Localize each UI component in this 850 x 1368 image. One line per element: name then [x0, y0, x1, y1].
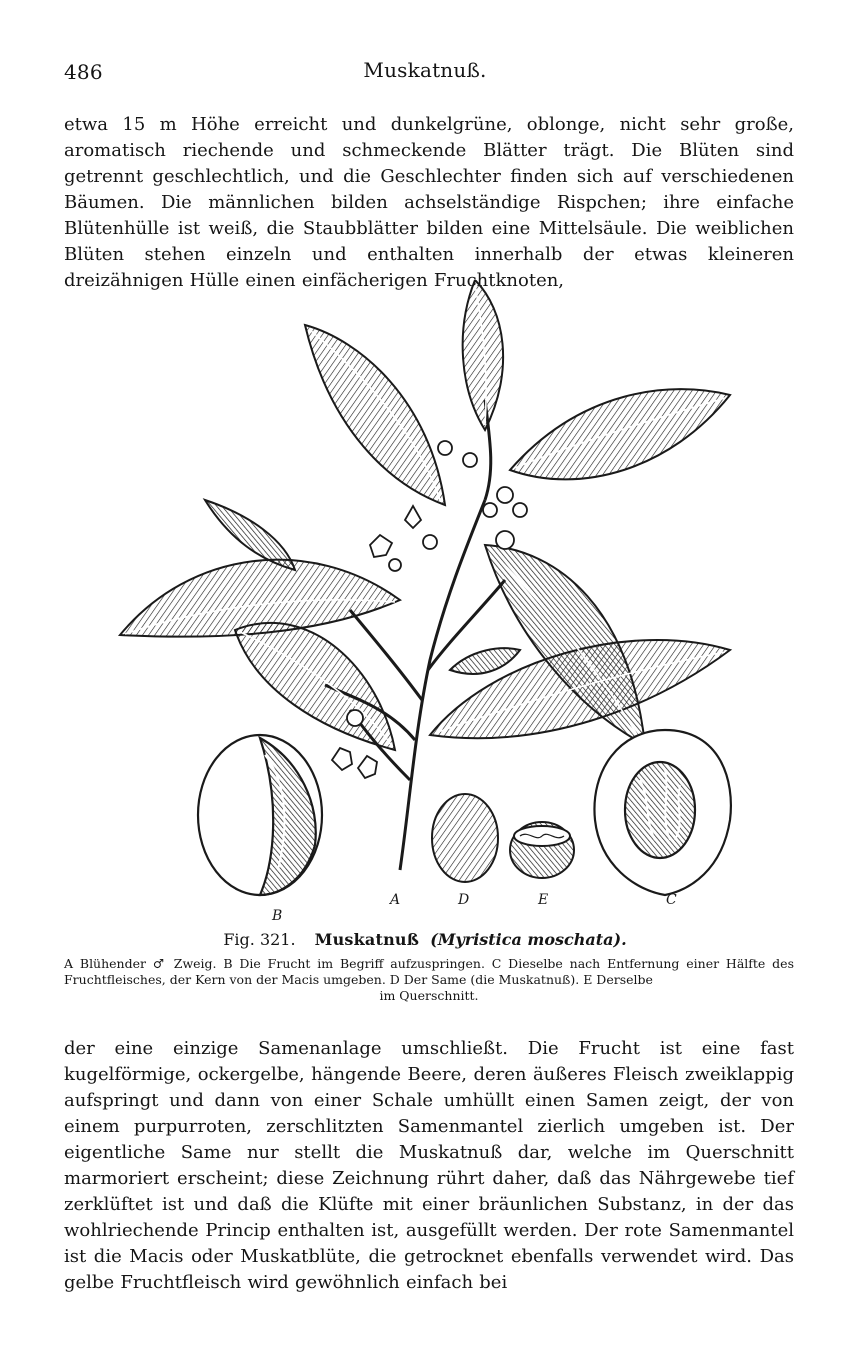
label-c: C: [666, 892, 677, 908]
seed-cross-section: [510, 822, 574, 878]
body-text-bottom: der eine einzige Samenanlage umschließt. Die Frucht ist eine fast kugelförmige, ockergelbe, hängende Beere, deren äußeres Fleisch zweiklappig aufspringt und dann von einer Schale umhüllt einen Samen zeigt, der von einem purpurroten, zerschlitzten Samenmantel zierlich umgeben ist. Der eigentliche Same nur stellt die Muskatnuß dar, welche im Querschnitt marmoriert erscheint; diese Zeichnung rührt daher, daß das Nährgewebe tief zerklüftet ist und daß die Klüfte mit einer bräunlichen Substanz, in der das wohlriechende Princip enthalten ist, ausgefüllt werden. Der rote Samenmantel ist die Macis oder Muskatblüte, die getrocknet ebenfalls verwendet wird. Das gelbe Fruchtfleisch wird gewöhnlich einfach bei: [64, 1038, 794, 1293]
page-number: 486: [64, 60, 103, 84]
leaf-right-small: [450, 648, 520, 674]
figure-caption-body: [64, 956, 794, 1004]
fruit-half-with-mace: [594, 730, 730, 895]
leaf-left-upper: [205, 500, 295, 570]
caption-description: A Blühender ♂ Zweig. B Die Frucht im Begriff aufzuspringen. C Dieselbe nach Entfernung einer Hälfte des Fruchtfleisches, der Kern von der Macis umgeben. D Der Same (die Muskatnuß). E Derselbe: [64, 956, 794, 987]
figure-labels: [271, 892, 677, 924]
nutmeg-illustration-svg: [110, 280, 750, 930]
seed: [432, 794, 498, 882]
figure-caption-title: [0, 930, 850, 949]
caption-description-end: im Querschnitt.: [379, 988, 479, 1003]
fruit-splitting: [198, 735, 322, 895]
leaf-top-right: [510, 389, 730, 479]
label-e: E: [538, 892, 549, 908]
label-d: D: [458, 892, 470, 908]
caption-term: Muskatnuß: [314, 930, 420, 949]
leaf-top-center: [463, 280, 503, 430]
figure-number: Fig. 321.: [223, 930, 296, 949]
label-b: B: [272, 908, 283, 924]
body-text-top: etwa 15 m Höhe erreicht und dunkelgrüne, oblonge, nicht sehr große, aromatisch riechende und schmeckende Blätter trägt. Die Blüten sind getrennt geschlechtlich, und die Geschlechter finden sich auf verschiedenen Bäumen. Die männlichen bilden achselständige Rispchen; ihre einfache Blütenhülle ist weiß, die Staubblätter bilden eine Mittelsäule. Die weiblichen Blüten stehen einzeln und enthalten innerhalb der etwas kleineren dreizähnigen Hülle einen einfächerigen Fruchtknoten,: [64, 114, 794, 291]
caption-latin-name: (Myristica moschata).: [430, 930, 627, 949]
running-title: Muskatnuß.: [363, 58, 487, 82]
label-a: A: [390, 892, 401, 908]
botanical-illustration: [110, 280, 750, 930]
leaf-top-left: [305, 325, 445, 505]
